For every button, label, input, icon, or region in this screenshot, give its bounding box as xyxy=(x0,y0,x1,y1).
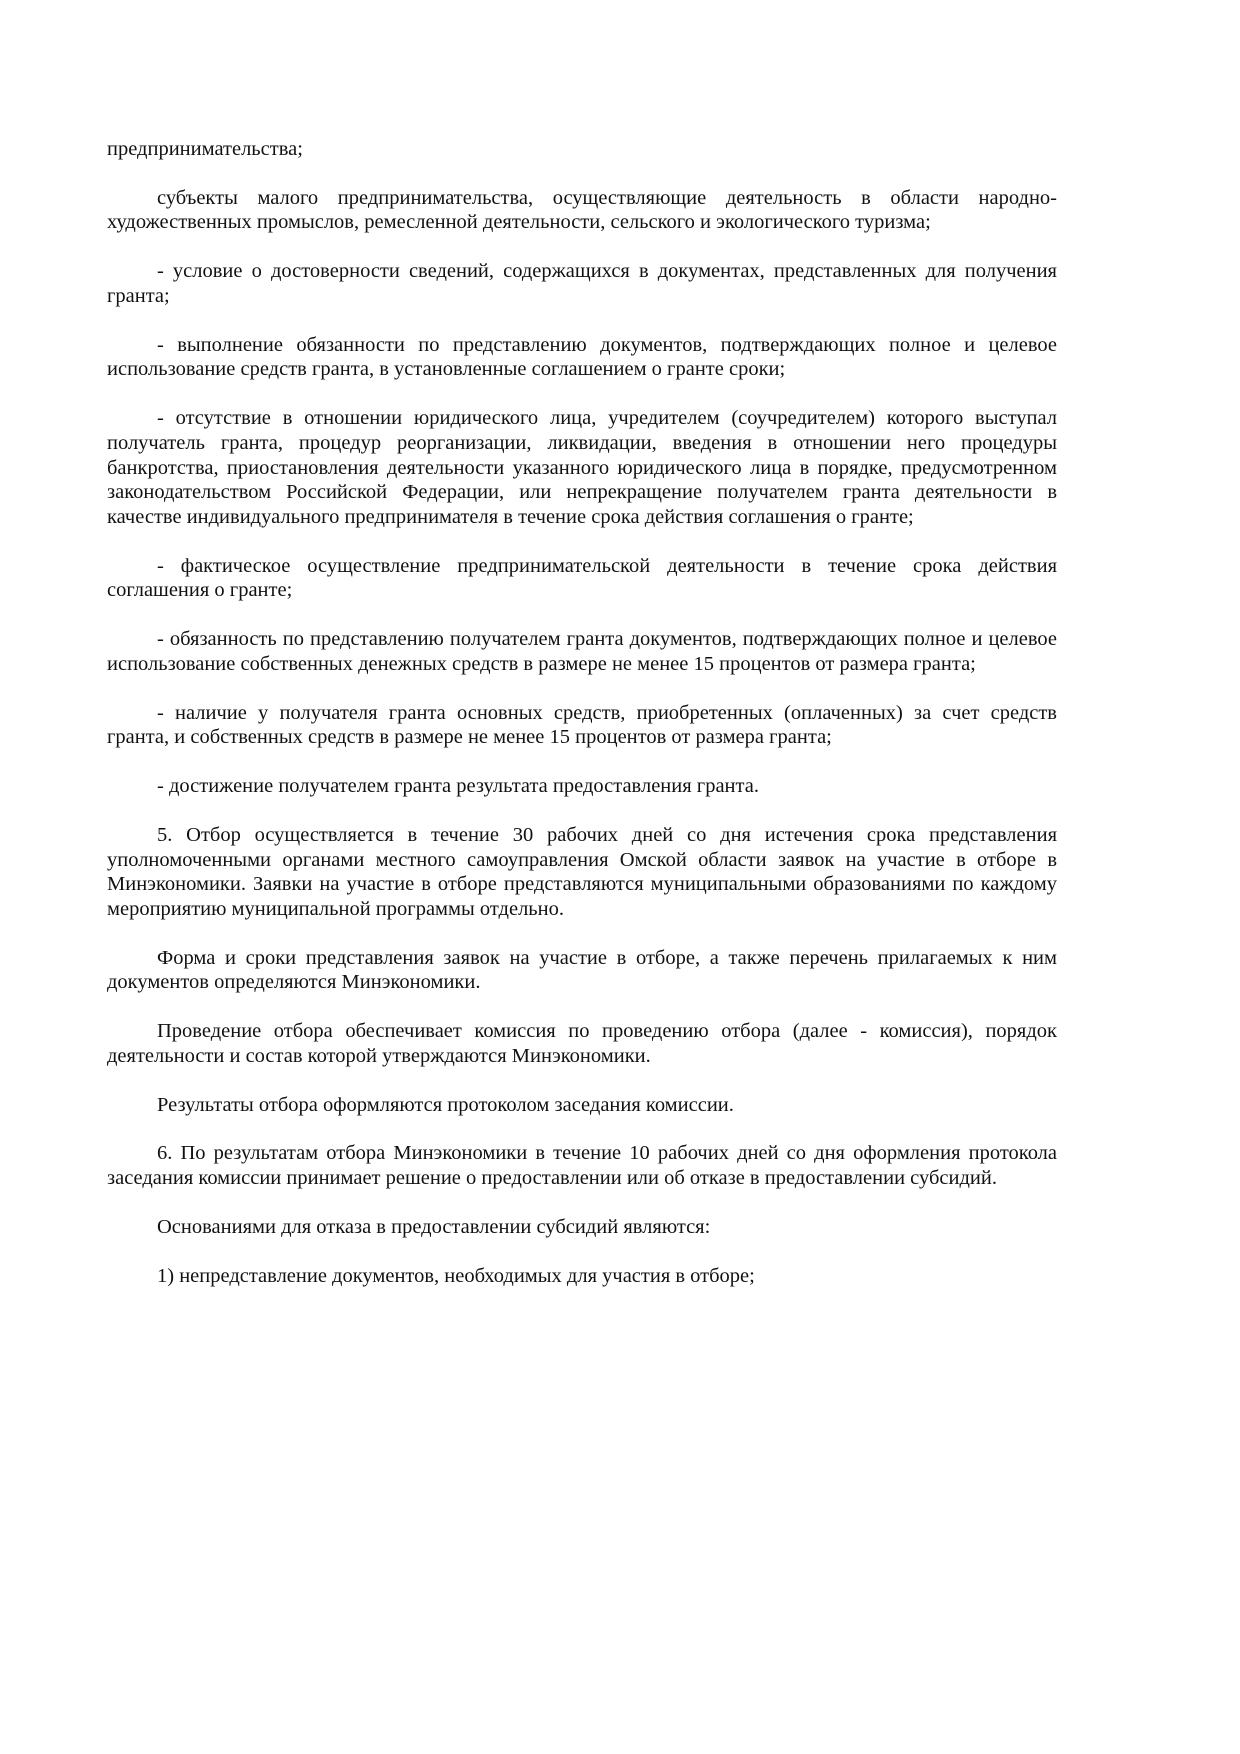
paragraph-fixed-assets: - наличие у получателя гранта основных средств, приобретенных (оплаченных) за счет средств гранта, и собственных средств в размере не менее 15 процентов от размера гранта; xyxy=(107,701,1057,749)
paragraph-refusal-grounds: Основаниями для отказа в предоставлении субсидий являются: xyxy=(157,1215,711,1238)
paragraph-condition-reliability: - условие о достоверности сведений, содержащихся в документах, представленных для получения гранта; xyxy=(107,260,1057,307)
paragraph-absence-reorganization: - отсутствие в отношении юридического лица, учредителем (соучредителем) которого выступал получатель гранта, процедур реорганизации, ликвидации, введения в отношении него процедуры банкротства, приостановления деятельности указанного юридического лица в порядке, предусмотренном законодательством Российской Федерации, или непрекращение получателем гранта деятельности в качестве индивидуального предпринимателя в течение срока действия соглашения о гранте; xyxy=(107,407,1057,528)
paragraph-small-business-crafts: субъекты малого предпринимательства, осуществляющие деятельность в области народно-художественных промыслов, ремесленной деятельности, сельского и экологического туризма; xyxy=(107,186,1057,234)
document-page xyxy=(107,137,1057,1313)
paragraph-commission: Проведение отбора обеспечивает комиссия по проведению отбора (далее - комиссия), порядок деятельности и состав которой утверждаются Минэкономики. xyxy=(107,1020,1057,1067)
paragraph-continuation: предпринимательства; xyxy=(107,138,303,160)
paragraph-actual-activity: - фактическое осуществление предпринимательской деятельности в течение срока действия соглашения о гранте; xyxy=(107,554,1057,602)
paragraph-item-5: 5. Отбор осуществляется в течение 30 рабочих дней со дня истечения срока представления уполномоченными органами местного самоуправления Омской области заявок на участие в отборе в Минэкономики. Заявки на участие в отборе представляются муниципальными образованиями по каждому мероприятию муниципальной программы отдельно. xyxy=(107,823,1057,920)
paragraph-obligation-documents: - выполнение обязанности по представлению документов, подтверждающих полное и целевое использование средств гранта, в установленные соглашением о гранте сроки; xyxy=(107,333,1057,381)
paragraph-application-form: Форма и сроки представления заявок на участие в отборе, а также перечень прилагаемых к ним документов определяются Минэкономики. xyxy=(107,946,1057,994)
paragraph-item-6: 6. По результатам отбора Минэкономики в течение 10 рабочих дней со дня оформления протокола заседания комиссии принимает решение о предоставлении или об отказе в предоставлении субсидий. xyxy=(107,1142,1057,1190)
paragraph-own-funds-documents: - обязанность по представлению получателем гранта документов, подтверждающих полное и целевое использование собственных денежных средств в размере не менее 15 процентов от размера гранта; xyxy=(107,628,1057,675)
paragraph-refusal-1: 1) непредставление документов, необходимых для участия в отборе; xyxy=(157,1264,755,1287)
paragraph-results-protocol: Результаты отбора оформляются протоколом заседания комиссии. xyxy=(157,1093,734,1116)
paragraph-result-achievement: - достижение получателем гранта результата предоставления гранта. xyxy=(157,775,759,798)
